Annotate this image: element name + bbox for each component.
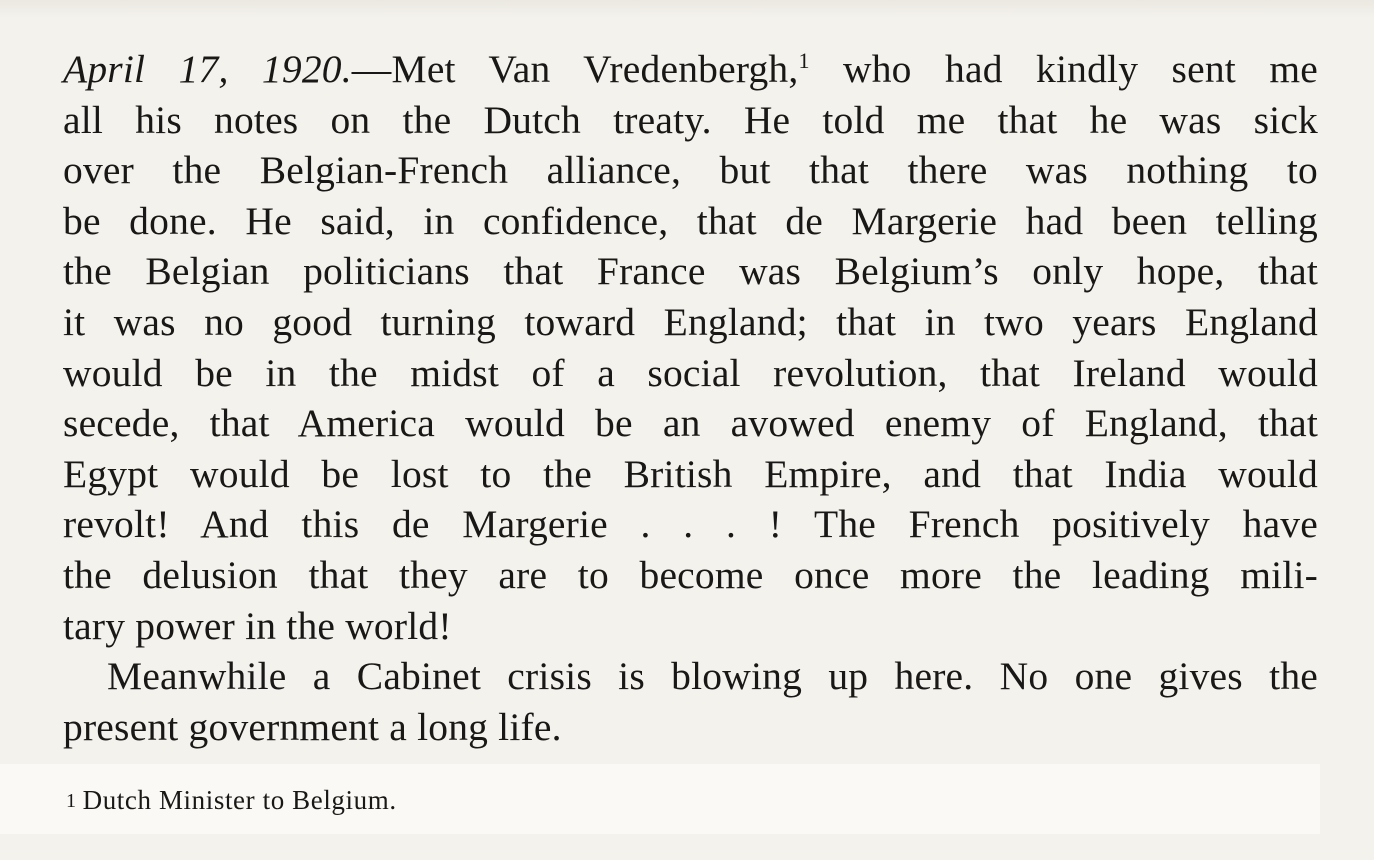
- passage-line-13: Meanwhile a Cabinet crisis is blowing up here. No one gives the: [107, 654, 1318, 699]
- passage-line-5: the Belgian politicians that France was Belgium’s only hope, that: [63, 249, 1318, 294]
- passage-line-3: over the Belgian-French alliance, but that there was nothing to: [63, 148, 1318, 193]
- entry-opening: —Met Van Vredenbergh,: [351, 47, 799, 91]
- passage-line-11: the delusion that they are to become once more the leading mili-: [63, 552, 1318, 597]
- page-edge-shadow: [0, 0, 1374, 18]
- passage-line-10: revolt! And this de Margerie . . . ! The French positively have: [63, 502, 1318, 547]
- footnote-text: Dutch Minister to Belgium.: [82, 785, 397, 815]
- passage-line-6: it was no good turning toward England; that in two years England: [63, 299, 1318, 344]
- entry-date: April 17, 1920.: [63, 47, 352, 91]
- entry-opening-tail: who had kindly sent me: [809, 47, 1318, 91]
- footnote-number: 1: [66, 790, 77, 812]
- passage-line-8: secede, that America would be an avowed enemy of England, that: [63, 401, 1318, 446]
- passage-line-4: be done. He said, in confidence, that de Margerie had been telling: [63, 198, 1318, 243]
- diary-passage: [63, 44, 1318, 752]
- footnote: [66, 780, 397, 823]
- footnote-reference: 1: [798, 48, 810, 73]
- passage-line-7: would be in the midst of a social revolution, that Ireland would: [63, 350, 1318, 395]
- passage-line-2: all his notes on the Dutch treaty. He told me that he was sick: [63, 97, 1318, 142]
- passage-line-1: [63, 44, 1318, 95]
- passage-line-12: tary power in the world!: [63, 603, 452, 648]
- passage-line-14: present government a long life.: [63, 704, 562, 749]
- passage-line-9: Egypt would be lost to the British Empire, and that India would: [63, 451, 1318, 496]
